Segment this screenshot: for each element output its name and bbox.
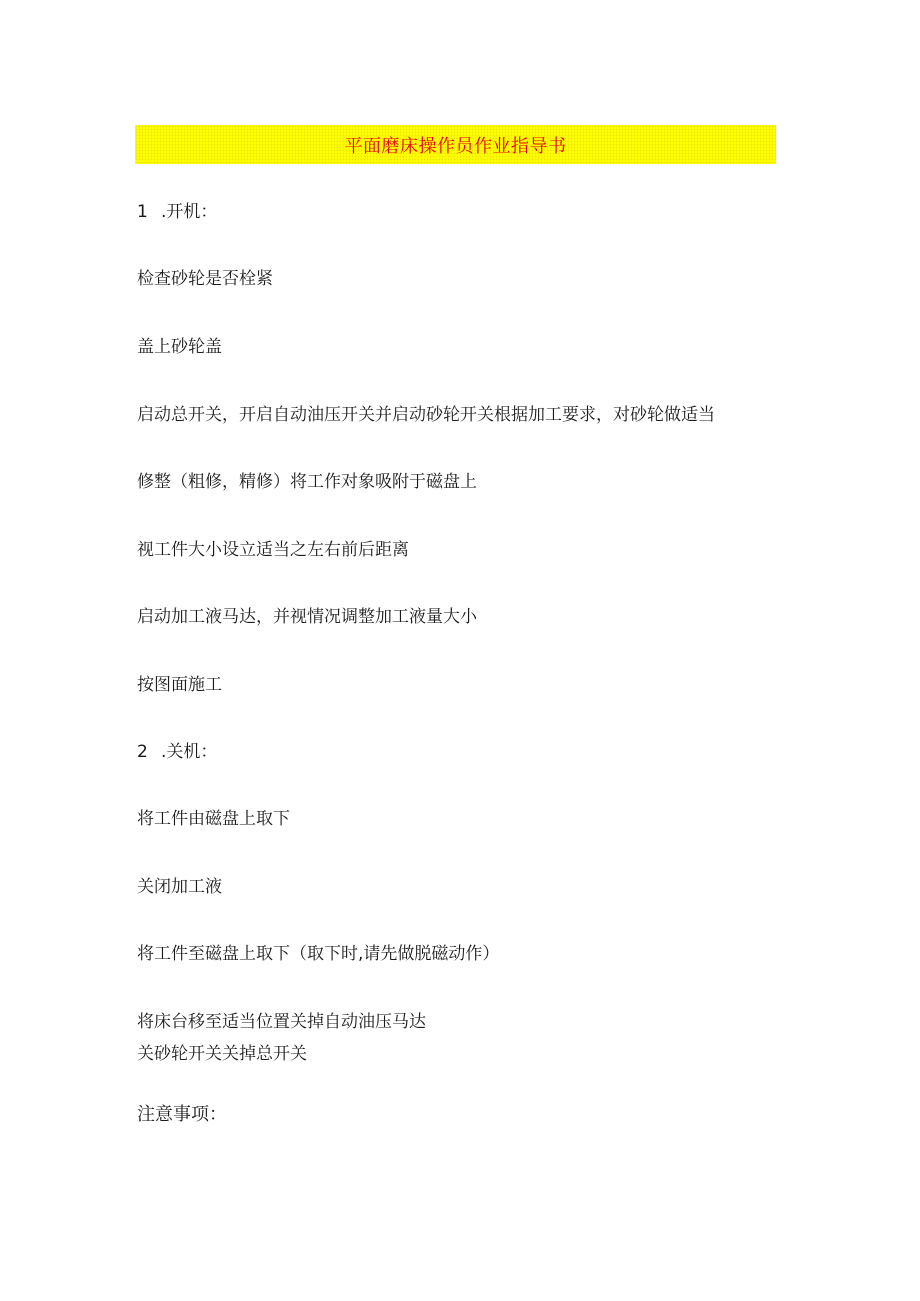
title-banner [135,125,776,164]
step-line: 修整（粗修，精修）将工作对象吸附于磁盘上 [137,472,477,492]
section-title: .开机： [161,202,218,222]
step-line: 检查砂轮是否栓紧 [137,269,273,289]
step-line: 盖上砂轮盖 [137,337,222,357]
step-line: 关闭加工液 [137,877,222,897]
step-line: 启动加工液马达，并视情况调整加工液量大小 [137,607,477,627]
section-title: .关机： [161,742,218,762]
step-line: 将工件至磁盘上取下（取下时,请先做脱磁动作） [137,944,500,964]
notes-heading: 注意事项： [137,1104,227,1125]
section-heading-shutdown [137,741,217,763]
step-line: 将工件由磁盘上取下 [137,809,290,829]
step-line: 视工件大小设立适当之左右前后距离 [137,540,409,560]
step-line: 将床台移至适当位置关掉自动油压马达 [137,1012,426,1032]
section-number: 1 [137,202,148,222]
step-line: 启动总开关，开启自动油压开关并启动砂轮开关根据加工要求，对砂轮做适当 [137,405,715,425]
section-heading-startup [137,201,217,223]
document-title: 平面磨床操作员作业指导书 [344,135,567,157]
section-number: 2 [137,742,148,762]
step-line: 按图面施工 [137,675,222,695]
step-line: 关砂轮开关关掉总开关 [137,1044,307,1064]
